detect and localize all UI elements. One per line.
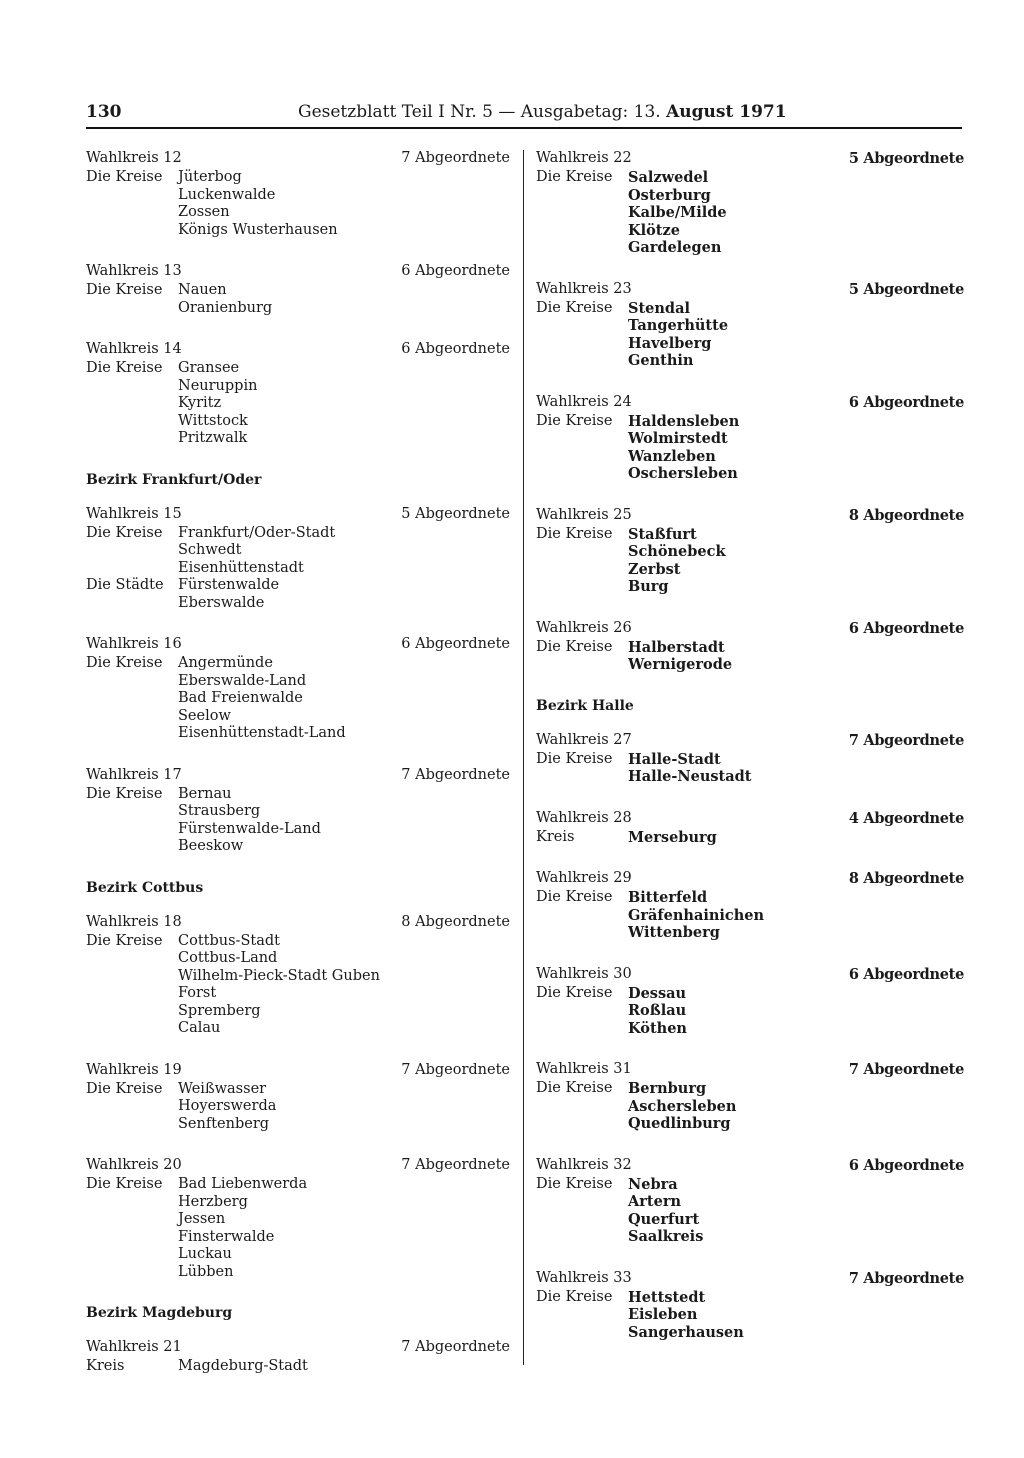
- seats-count: 7 Abgeordnete: [848, 1269, 964, 1287]
- wahlkreis-row: [536, 279, 966, 300]
- district-name: Luckau: [178, 1246, 232, 1262]
- wahlkreis-label: Wahlkreis 28: [536, 809, 632, 826]
- district-group-label: Die Kreise: [86, 1080, 163, 1097]
- wahlkreis-row: [536, 148, 966, 169]
- district-group: [536, 169, 966, 257]
- bezirk-heading: Bezirk Cottbus: [86, 879, 204, 896]
- district-group: [536, 1176, 966, 1246]
- wahlkreis-label: Wahlkreis 32: [536, 1156, 632, 1173]
- seats-count: 7 Abgeordnete: [401, 1339, 510, 1355]
- district-name: Weißwasser: [178, 1080, 267, 1097]
- wahlkreis-block: [536, 1059, 966, 1133]
- district-name: Calau: [178, 1020, 221, 1036]
- district-list: [178, 360, 510, 448]
- wahlkreis-row: [86, 1060, 510, 1081]
- seats-count: 6 Abgeordnete: [848, 965, 964, 983]
- district-name: Lübben: [178, 1263, 234, 1280]
- district-list: [628, 1176, 966, 1246]
- district-name: Staßfurt: [628, 525, 697, 543]
- district-name: Spremberg: [178, 1002, 261, 1019]
- district-list: [628, 1289, 966, 1342]
- seats-count: 8 Abgeordnete: [848, 506, 964, 524]
- district-group: [86, 655, 510, 743]
- wahlkreis-row: [536, 1155, 966, 1176]
- district-name: Pritzwalk: [178, 430, 248, 446]
- wahlkreis-row: [536, 730, 966, 751]
- district-name: Oschersleben: [628, 465, 738, 482]
- district-group-label: Die Kreise: [86, 932, 163, 949]
- district-name: Saalkreis: [628, 1228, 704, 1245]
- district-name: Eisleben: [628, 1306, 698, 1323]
- seats-count: 5 Abgeordnete: [848, 280, 964, 298]
- seats-count: 7 Abgeordnete: [401, 766, 510, 783]
- district-group: [536, 1080, 966, 1133]
- district-group: [86, 1176, 510, 1281]
- district-name: Cottbus-Land: [178, 950, 278, 966]
- seats-count: 6 Abgeordnete: [401, 341, 510, 357]
- district-name: Gransee: [178, 360, 240, 376]
- right-column: [536, 148, 966, 1363]
- column-divider: [523, 150, 524, 1365]
- wahlkreis-block: [536, 392, 966, 483]
- district-name: Kalbe/Milde: [628, 204, 727, 221]
- wahlkreis-row: [86, 1155, 510, 1176]
- wahlkreis-row: [86, 148, 510, 169]
- district-list: [628, 413, 966, 483]
- district-name: Artern: [628, 1193, 681, 1210]
- district-group-label: Die Kreise: [536, 1080, 613, 1096]
- district-name: Köthen: [628, 1019, 687, 1037]
- district-name: Havelberg: [628, 334, 712, 352]
- district-name: Tangerhütte: [628, 317, 729, 334]
- wahlkreis-label: Wahlkreis 16: [86, 636, 182, 652]
- district-name: Schwedt: [178, 542, 242, 558]
- district-name: Bad Freienwalde: [178, 690, 303, 706]
- district-name: Quedlinburg: [628, 1115, 731, 1132]
- district-group-label: Die Kreise: [536, 299, 613, 316]
- wahlkreis-label: Wahlkreis 18: [86, 913, 182, 930]
- wahlkreis-block: [86, 1155, 510, 1281]
- wahlkreis-row: [536, 1268, 966, 1289]
- wahlkreis-label: Wahlkreis 20: [86, 1157, 182, 1173]
- wahlkreis-label: Wahlkreis 33: [536, 1269, 632, 1286]
- wahlkreis-label: Wahlkreis 30: [536, 965, 632, 982]
- wahlkreis-label: Wahlkreis 24: [536, 393, 632, 410]
- district-name: Merseburg: [628, 828, 717, 846]
- district-name: Eisenhüttenstadt-Land: [178, 725, 346, 741]
- district-name: Halle-Stadt: [628, 750, 721, 768]
- district-list: [628, 300, 966, 370]
- wahlkreis-block: [86, 912, 510, 1038]
- wahlkreis-row: [536, 1059, 966, 1080]
- wahlkreis-row: [86, 765, 510, 786]
- wahlkreis-label: Wahlkreis 29: [536, 870, 632, 886]
- district-name: Angermünde: [178, 655, 273, 671]
- district-list: [178, 577, 510, 612]
- district-name: Cottbus-Stadt: [178, 932, 280, 949]
- wahlkreis-block: [536, 730, 966, 786]
- district-list: [628, 829, 966, 847]
- district-group-label: Die Kreise: [536, 1288, 613, 1305]
- district-group-label: Die Kreise: [86, 785, 163, 802]
- seats-count: 6 Abgeordnete: [401, 636, 510, 652]
- district-name: Haldensleben: [628, 412, 740, 430]
- wahlkreis-block: [86, 148, 510, 239]
- district-group: [536, 413, 966, 483]
- district-group: [536, 829, 966, 847]
- district-group-label: Die Kreise: [536, 525, 613, 542]
- district-name: Sangerhausen: [628, 1323, 744, 1341]
- district-name: Nauen: [178, 282, 227, 298]
- wahlkreis-row: [86, 261, 510, 282]
- seats-count: 6 Abgeordnete: [848, 619, 964, 637]
- district-name: Jessen: [178, 1211, 226, 1227]
- district-name: Salzwedel: [628, 169, 709, 186]
- wahlkreis-block: [536, 868, 966, 942]
- district-name: Herzberg: [178, 1193, 248, 1210]
- header-rule: [86, 127, 962, 129]
- district-name: Hoyerswerda: [178, 1098, 277, 1114]
- district-list: [628, 751, 966, 786]
- district-group: [536, 639, 966, 674]
- district-group-label: Die Kreise: [86, 1176, 163, 1192]
- seats-count: 5 Abgeordnete: [401, 505, 510, 522]
- district-name: Burg: [628, 578, 669, 595]
- wahlkreis-label: Wahlkreis 17: [86, 766, 182, 783]
- wahlkreis-row: [536, 808, 966, 829]
- district-name: Gardelegen: [628, 239, 722, 256]
- district-name: Wernigerode: [628, 656, 733, 673]
- wahlkreis-label: Wahlkreis 19: [86, 1061, 182, 1078]
- district-list: [178, 1176, 510, 1281]
- district-group-label: Die Kreise: [86, 524, 163, 541]
- district-name: Halle-Neustadt: [628, 768, 752, 785]
- district-group-label: Die Kreise: [536, 412, 613, 429]
- district-name: Beeskow: [178, 838, 244, 854]
- district-name: Zerbst: [628, 560, 681, 578]
- district-group: [86, 577, 510, 612]
- district-group-label: Die Kreise: [536, 889, 613, 905]
- seats-count: 7 Abgeordnete: [401, 150, 510, 166]
- wahlkreis-row: [536, 505, 966, 526]
- district-name: Zossen: [178, 204, 230, 220]
- seats-count: 7 Abgeordnete: [401, 1061, 510, 1078]
- district-list: [628, 639, 966, 674]
- district-group-label: Die Kreise: [86, 282, 163, 298]
- wahlkreis-row: [536, 964, 966, 985]
- district-name: Luckenwalde: [178, 186, 276, 203]
- left-column: [86, 148, 510, 1398]
- district-name: Bernau: [178, 785, 232, 802]
- district-name: Neuruppin: [178, 377, 258, 394]
- district-name: Eberswalde: [178, 594, 265, 611]
- district-name: Bitterfeld: [628, 889, 708, 906]
- seats-count: 7 Abgeordnete: [848, 1061, 964, 1078]
- seats-count: 8 Abgeordnete: [848, 870, 964, 887]
- district-name: Gräfenhainichen: [628, 906, 765, 924]
- district-group-label: Die Kreise: [536, 984, 613, 1001]
- district-group: [86, 360, 510, 448]
- wahlkreis-block: [86, 261, 510, 317]
- district-name: Oranienburg: [178, 299, 273, 316]
- wahlkreis-label: Wahlkreis 12: [86, 150, 182, 166]
- district-name: Genthin: [628, 352, 694, 369]
- wahlkreis-row: [536, 868, 966, 889]
- district-name: Seelow: [178, 707, 231, 724]
- seats-count: 4 Abgeordnete: [848, 809, 964, 827]
- wahlkreis-label: Wahlkreis 15: [86, 505, 182, 522]
- wahlkreis-label: Wahlkreis 26: [536, 619, 632, 636]
- seats-count: 6 Abgeordnete: [848, 1156, 964, 1174]
- district-group: [536, 300, 966, 370]
- district-name: Wittstock: [178, 412, 248, 429]
- district-group-label: Die Kreise: [86, 169, 163, 185]
- district-group: [86, 786, 510, 856]
- district-name: Dessau: [628, 984, 687, 1002]
- district-name: Wittenberg: [628, 924, 720, 941]
- district-list: [628, 889, 966, 942]
- district-list: [178, 786, 510, 856]
- district-name: Wanzleben: [628, 447, 716, 465]
- seats-count: 6 Abgeordnete: [848, 393, 964, 411]
- district-list: [178, 655, 510, 743]
- wahlkreis-block: [86, 1337, 510, 1376]
- wahlkreis-block: [536, 1268, 966, 1342]
- district-name: Hettstedt: [628, 1288, 706, 1306]
- seats-count: 6 Abgeordnete: [401, 263, 510, 279]
- wahlkreis-block: [536, 618, 966, 674]
- seats-count: 5 Abgeordnete: [848, 150, 964, 167]
- wahlkreis-block: [536, 148, 966, 257]
- wahlkreis-block: [536, 964, 966, 1038]
- district-name: Osterburg: [628, 186, 711, 204]
- district-group-label: Die Kreise: [86, 655, 163, 671]
- wahlkreis-row: [86, 504, 510, 525]
- district-name: Wilhelm-Pieck-Stadt Guben: [178, 967, 380, 984]
- district-name: Magdeburg-Stadt: [178, 1358, 308, 1374]
- wahlkreis-block: [86, 339, 510, 448]
- wahlkreis-label: Wahlkreis 23: [536, 280, 632, 297]
- district-list: [628, 985, 966, 1038]
- district-group: [86, 282, 510, 317]
- header-title: [298, 102, 787, 122]
- district-group: [536, 985, 966, 1038]
- district-group: [86, 933, 510, 1038]
- district-group: [86, 169, 510, 239]
- wahlkreis-label: Wahlkreis 14: [86, 341, 182, 357]
- district-group: [86, 1081, 510, 1134]
- district-group-label: Die Kreise: [536, 1175, 613, 1192]
- bezirk-heading: Bezirk Frankfurt/Oder: [86, 471, 262, 488]
- header-title-date: August 1971: [666, 102, 787, 122]
- district-list: [628, 169, 966, 257]
- wahlkreis-block: [536, 505, 966, 596]
- district-group-label: Die Kreise: [536, 638, 613, 655]
- wahlkreis-block: [536, 1155, 966, 1246]
- district-list: [178, 169, 510, 239]
- wahlkreis-row: [86, 1337, 510, 1358]
- district-group: [536, 889, 966, 942]
- wahlkreis-label: Wahlkreis 21: [86, 1339, 182, 1355]
- district-list: [178, 1081, 510, 1134]
- district-name: Eberswalde-Land: [178, 672, 307, 689]
- district-group-label: Kreis: [86, 1358, 125, 1374]
- seats-count: 7 Abgeordnete: [401, 1157, 510, 1173]
- district-group: [86, 525, 510, 578]
- wahlkreis-label: Wahlkreis 13: [86, 263, 182, 279]
- district-group: [536, 751, 966, 786]
- district-name: Stendal: [628, 299, 690, 317]
- district-name: Eisenhüttenstadt: [178, 559, 304, 576]
- wahlkreis-block: [86, 634, 510, 743]
- wahlkreis-row: [536, 618, 966, 639]
- district-name: Schönebeck: [628, 543, 726, 560]
- district-group: [536, 1289, 966, 1342]
- district-group: [536, 526, 966, 596]
- district-name: Aschersleben: [628, 1097, 737, 1115]
- wahlkreis-row: [536, 392, 966, 413]
- district-name: Forst: [178, 985, 217, 1001]
- district-group-label: Die Kreise: [86, 360, 163, 376]
- district-list: [628, 526, 966, 596]
- district-list: [178, 1358, 510, 1376]
- wahlkreis-block: [86, 1060, 510, 1134]
- bezirk-heading: Bezirk Magdeburg: [86, 1305, 233, 1321]
- district-group-label: Die Städte: [86, 577, 164, 593]
- seats-count: 7 Abgeordnete: [848, 731, 964, 749]
- wahlkreis-row: [86, 912, 510, 933]
- wahlkreis-label: Wahlkreis 25: [536, 506, 632, 523]
- district-name: Bad Liebenwerda: [178, 1176, 308, 1192]
- district-name: Kyritz: [178, 395, 222, 411]
- page-number: 130: [86, 102, 122, 122]
- wahlkreis-row: [86, 339, 510, 360]
- district-group-label: Die Kreise: [536, 169, 613, 185]
- district-name: Querfurt: [628, 1210, 700, 1228]
- district-list: [178, 525, 510, 578]
- district-name: Fürstenwalde: [178, 577, 280, 593]
- district-name: Strausberg: [178, 803, 261, 819]
- district-name: Bernburg: [628, 1080, 707, 1097]
- district-group-label: Die Kreise: [536, 750, 613, 767]
- header-title-prefix: Gesetzblatt Teil I Nr. 5 — Ausgabetag: 13.: [298, 102, 661, 122]
- district-name: Halberstadt: [628, 638, 725, 656]
- wahlkreis-block: [86, 765, 510, 856]
- wahlkreis-block: [86, 504, 510, 613]
- wahlkreis-block: [536, 279, 966, 370]
- district-group: [86, 1358, 510, 1376]
- wahlkreis-block: [536, 808, 966, 847]
- district-name: Finsterwalde: [178, 1228, 275, 1245]
- district-name: Senftenberg: [178, 1115, 270, 1132]
- wahlkreis-label: Wahlkreis 27: [536, 731, 632, 748]
- seats-count: 8 Abgeordnete: [401, 913, 510, 930]
- district-name: Fürstenwalde-Land: [178, 820, 321, 837]
- district-name: Königs Wusterhausen: [178, 221, 338, 238]
- district-name: Roßlau: [628, 1002, 687, 1019]
- district-name: Frankfurt/Oder-Stadt: [178, 524, 336, 541]
- page-header: [86, 98, 962, 126]
- district-name: Jüterbog: [178, 169, 242, 185]
- district-list: [178, 933, 510, 1038]
- district-group-label: Kreis: [536, 828, 575, 845]
- district-name: Wolmirstedt: [628, 430, 728, 447]
- wahlkreis-row: [86, 634, 510, 655]
- wahlkreis-label: Wahlkreis 22: [536, 150, 632, 166]
- district-name: Nebra: [628, 1175, 678, 1193]
- district-list: [178, 282, 510, 317]
- bezirk-heading: Bezirk Halle: [536, 697, 634, 714]
- district-list: [628, 1080, 966, 1133]
- district-name: Klötze: [628, 221, 680, 239]
- wahlkreis-label: Wahlkreis 31: [536, 1061, 632, 1077]
